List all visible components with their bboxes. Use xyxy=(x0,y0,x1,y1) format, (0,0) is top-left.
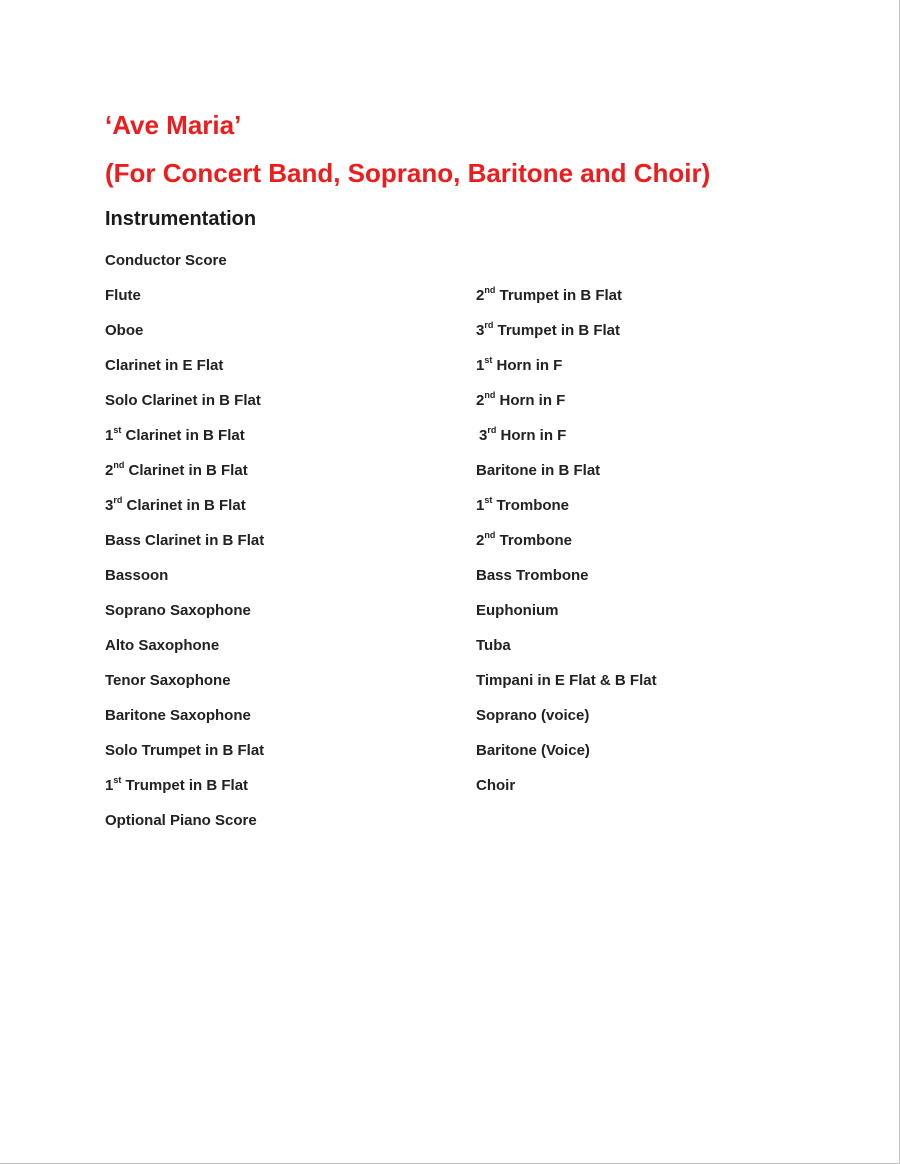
list-item: 1st Trombone xyxy=(476,495,570,514)
list-item: Timpani in E Flat & B Flat xyxy=(476,672,657,689)
list-item: Bass Trombone xyxy=(476,567,589,584)
list-item: Euphonium xyxy=(476,602,559,619)
list-item: Baritone in B Flat xyxy=(476,462,601,479)
list-item: Bass Clarinet in B Flat xyxy=(105,532,265,549)
list-item: Optional Piano Score xyxy=(105,812,257,829)
list-item: Alto Saxophone xyxy=(105,637,220,654)
list-item: 3rd Clarinet in B Flat xyxy=(105,495,246,514)
list-item: Choir xyxy=(476,777,516,794)
list-item: Tenor Saxophone xyxy=(105,672,231,689)
list-item: Tuba xyxy=(476,637,511,654)
list-item: 3rd Horn in F xyxy=(479,425,567,444)
document-subtitle: (For Concert Band, Soprano, Baritone and Choir) xyxy=(105,158,711,188)
list-item: 1st Horn in F xyxy=(476,355,563,374)
list-item: 2nd Horn in F xyxy=(476,390,566,409)
list-item: Flute xyxy=(105,287,141,304)
list-item: Baritone (Voice) xyxy=(476,742,590,759)
list-item: 2nd Clarinet in B Flat xyxy=(105,460,248,479)
list-item: Oboe xyxy=(105,322,144,339)
list-item: 1st Clarinet in B Flat xyxy=(105,425,245,444)
instrumentation-heading: Instrumentation xyxy=(105,208,257,230)
list-item: Soprano Saxophone xyxy=(105,602,251,619)
list-item: Baritone Saxophone xyxy=(105,707,251,724)
list-item: 2nd Trombone xyxy=(476,530,573,549)
document-title: ‘Ave Maria’ xyxy=(105,110,242,140)
list-item: Solo Clarinet in B Flat xyxy=(105,392,261,409)
list-item: Bassoon xyxy=(105,567,169,584)
list-item: Clarinet in E Flat xyxy=(105,357,224,374)
list-item: 1st Trumpet in B Flat xyxy=(105,775,249,794)
list-item: Solo Trumpet in B Flat xyxy=(105,742,265,759)
list-item: Soprano (voice) xyxy=(476,707,590,724)
list-item: Conductor Score xyxy=(105,252,227,269)
list-item: 3rd Trumpet in B Flat xyxy=(476,320,621,339)
list-item: 2nd Trumpet in B Flat xyxy=(476,285,623,304)
